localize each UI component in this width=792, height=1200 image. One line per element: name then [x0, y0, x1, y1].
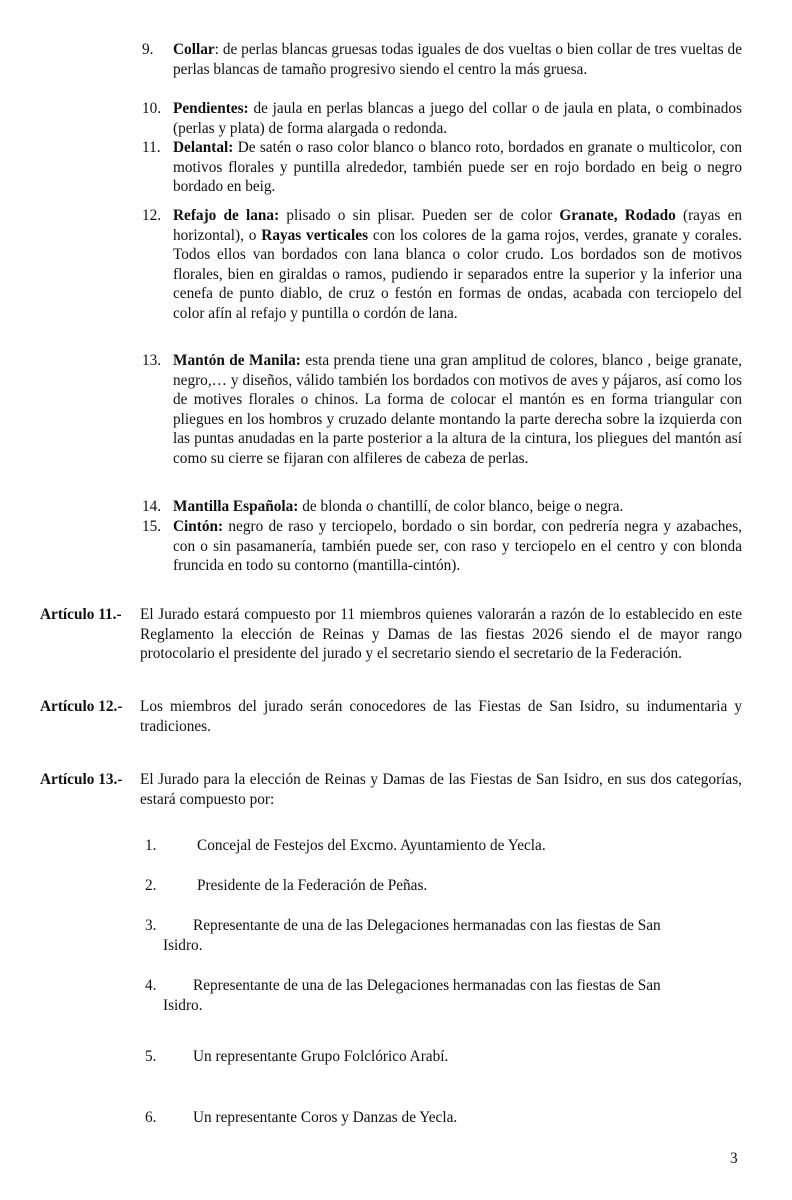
article-heading: Artículo 12.-	[40, 698, 123, 715]
jury-text: Representante de una de las Delegaciones hermanadas con las fiestas de San	[193, 917, 661, 934]
jury-number: 4.	[145, 977, 157, 994]
item-number: 13.	[142, 352, 162, 369]
jury-number: 2.	[145, 877, 157, 894]
item-number: 12.	[142, 207, 162, 224]
jury-member-5	[145, 1047, 742, 1067]
item-title: Cintón:	[173, 518, 224, 535]
page-number: 3	[730, 1150, 738, 1167]
jury-text: Representante de una de las Delegaciones hermanadas con las fiestas de San	[193, 977, 661, 994]
jury-text: Un representante Coros y Danzas de Yecla.	[193, 1109, 458, 1126]
item-text: de blonda o chantillí, de color blanco, beige o negra.	[302, 498, 624, 515]
item-number: 9.	[142, 41, 154, 58]
item-text: negro de raso y terciopelo, bordado o sin bordar, con pedrería negra y azabaches, con o sin pasamanería, también puede ser, con raso y terciopelo en el centro y con blonda fruncida en todo su contorno (mantilla-cintón).	[173, 518, 743, 574]
article-12	[40, 697, 742, 736]
article-heading: Artículo 11.-	[40, 606, 122, 623]
item-number: 15.	[142, 518, 162, 535]
article-11	[40, 605, 742, 664]
jury-text-continuation: Isidro.	[163, 996, 203, 1014]
jury-text-continuation: Isidro.	[163, 936, 203, 954]
list-item-cinton	[142, 517, 742, 576]
article-text: El Jurado para la elección de Reinas y Damas de las Fiestas de San Isidro, en sus dos categorías, estará compuesto por:	[140, 771, 742, 808]
article-heading: Artículo 13.-	[40, 771, 123, 788]
list-item-manton	[142, 351, 742, 468]
jury-number: 3.	[145, 917, 157, 934]
item-title: Refajo de lana:	[173, 207, 280, 224]
jury-number: 1.	[145, 837, 157, 854]
item-title: Mantón de Manila:	[173, 352, 301, 369]
list-item-delantal	[142, 138, 742, 197]
list-item-pendientes	[142, 99, 742, 138]
jury-member-6	[145, 1108, 742, 1128]
item-text: de jaula en perlas blancas a juego del collar o de jaula en plata, o combinados (perlas y plata) de forma alargada o redonda.	[173, 100, 742, 137]
item-text: de perlas blancas gruesas todas iguales de dos vueltas o bien collar de tres vueltas de perlas blancas de tamaño progresivo siendo el centro la más gruesa.	[173, 41, 742, 78]
jury-number: 5.	[145, 1048, 157, 1065]
jury-member-4	[145, 976, 742, 1015]
item-title: Pendientes:	[173, 100, 249, 117]
item-title: Collar	[173, 41, 215, 58]
item-text: esta prenda tiene una gran amplitud de colores, blanco , beige granate, negro,… y diseños, válido también los bordados con motivos de aves y pájaros, así como los de motives florales o chinos. La forma de colocar el mantón es en forma triangular con pliegues en los hombros y cruzado delante montando la parte derecha sobre la izquierda con las puntas anudadas en la parte posterior a la altura de la cintura, los pliegues del mantón así como su cierre se fijaran con alfileres de cabeza de perlas.	[173, 352, 742, 467]
item-title: Mantilla Española:	[173, 498, 299, 515]
item-number: 10.	[142, 100, 162, 117]
list-item-collar: 9. Collar: de perlas blancas gruesas todas iguales de dos vueltas o bien collar de tres vueltas de perlas blancas de tamaño progresivo siendo el centro la más gruesa.	[142, 41, 742, 78]
jury-text: Un representante Grupo Folclórico Arabí.	[193, 1048, 449, 1065]
item-text: De satén o raso color blanco o blanco roto, bordados en granate o multicolor, con motivos florales y puntilla alrededor, también puede ser en rojo bordado en beig o negro bordado en beig.	[173, 139, 743, 195]
jury-text: Concejal de Festejos del Excmo. Ayuntamiento de Yecla.	[197, 837, 546, 854]
jury-text: Presidente de la Federación de Peñas.	[197, 877, 428, 894]
item-number: 14.	[142, 498, 162, 515]
jury-member-1	[145, 836, 742, 856]
list-item-refajo: 12. Refajo de lana: plisado o sin plisar. Pueden ser de color Granate, Rodado (rayas en horizontal), o Rayas verticales con los colores de la gama rojos, verdes, granate y corales. Todos ellos van bordados con lana blanca o color crudo. Los bordados son de motivos florales, bien en giraldas o ramos, pudiendo ir separados entre la superior y la inferior una cenefa de punto diablo, de cruz o festón en formas de ondas, acabada con terciopelo del color afín al refajo y puntilla o cordón de lana.	[142, 207, 743, 322]
article-text: El Jurado estará compuesto por 11 miembros quienes valorarán a razón de lo establecido en este Reglamento la elección de Reinas y Damas de las fiestas 2026 siendo el de mayor rango protocolario el presidente del jurado y el secretario siendo el secretario de la Federación.	[140, 606, 742, 662]
article-text: Los miembros del jurado serán conocedores de las Fiestas de San Isidro, su indumentaria y tradiciones.	[140, 698, 742, 735]
item-title: Delantal:	[173, 139, 234, 156]
list-item-mantilla	[142, 497, 742, 517]
jury-member-3	[145, 916, 742, 955]
article-13	[40, 770, 742, 809]
jury-number: 6.	[145, 1109, 157, 1126]
item-number: 11.	[142, 139, 161, 156]
jury-member-2	[145, 876, 742, 896]
